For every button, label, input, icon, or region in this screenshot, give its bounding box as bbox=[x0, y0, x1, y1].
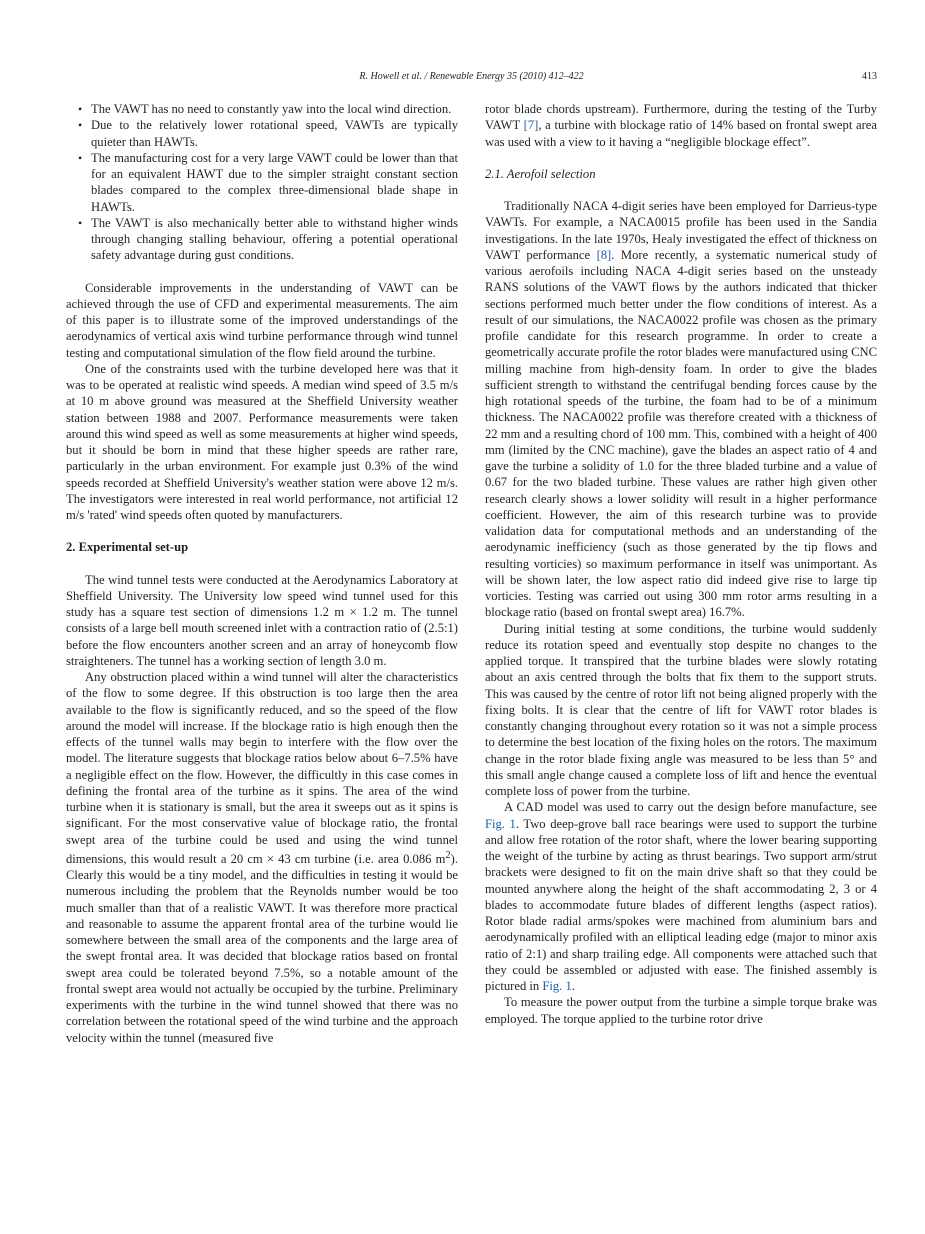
text-span: . bbox=[571, 979, 575, 993]
list-item-text: The VAWT has no need to constantly yaw into the local wind direction. bbox=[91, 102, 452, 116]
paragraph-continuation bbox=[485, 101, 877, 150]
list-item bbox=[66, 150, 458, 215]
list-item-text: The VAWT is also mechanically better able to withstand higher winds through changing stalling behaviour, offering a potential operational safety advantage during gust conditions. bbox=[91, 215, 458, 263]
right-column bbox=[485, 101, 877, 1027]
paragraph: Considerable improvements in the understanding of VAWT can be achieved through the use of CFD and experimental measurements. The aim of this paper is to illustrate some of the improved understandings of the aerodynamics of vertical axis wind turbine performance through wind tunnel testing and computational simulation of the flow field around the turbine. bbox=[66, 280, 458, 360]
text-span: Any obstruction placed within a wind tunnel will alter the characteristics of the flow to some degree. If this obstruction is too large then the area available to the flow is significantly reduced, and so the speed of the flow around the model will increase. If the blockage ratio is high enough then the effects of the tunnel walls may begin to interfere with the flow over the model. The literature suggests that blockage ratios below about 6–7.5% have a negligible effect on the flow. However, the difficultly in this case comes in defining the frontal area of the turbine as it spins. The area of the wind turbine when it is stationary is small, but the area it sweeps out as it spins is significant. For the most conservative value of blockage ratio, the frontal swept area of the turbine could be used and using the wind tunnel dimensions, this would result a 20 cm × 43 cm turbine (i.e. area 0.086 m bbox=[66, 670, 458, 866]
bullet-icon: • bbox=[78, 102, 83, 116]
paragraph: During initial testing at some conditions, the turbine would suddenly reduce its rotation speed and eventually stop despite no changes to the applied torque. It transpired that the turbine blades were slowly rotating about an axis centred through the bolts that fix them to the support struts. This was caused by the centre of rotor lift not being aligned properly with the fixing bolts. It is clear that the centre of lift for VAWT rotor blades is constantly changing throughout every rotation so it was not a simple process to determine the best location of the fixing holes on the rotors. The maximum change in the rotor blade fixing angle was measured to be less than 5° and this small angle change caused a complete loss of lift and hence the eventual complete loss of power from the turbine. bbox=[485, 621, 877, 798]
text-span: A CAD model was used to carry out the design before manufacture, see bbox=[504, 800, 877, 815]
paragraph: One of the constraints used with the turbine developed here was that it was to be operated at realistic wind speeds. A median wind speed of 3.5 m/s at 10 m above ground was measured at the Sheffield University weather station between 1988 and 2007. Performance measurements were taken around this wind speed as well as some measurements at higher wind speeds, but it should be born in mind that these higher speeds are rather rare, particularly in the urban environment. For example just 0.3% of the wind speeds recorded at Sheffield University's weather station were above 12 m/s. The investigators were interested in real world performance, not artificial 12 m/s 'rated' wind speeds often quoted by manufacturers. bbox=[66, 361, 458, 522]
running-head bbox=[66, 71, 877, 87]
citation: R. Howell et al. / Renewable Energy 35 (2010) 412–422 bbox=[359, 71, 584, 82]
page-number: 413 bbox=[862, 71, 877, 82]
reference-link[interactable]: [7] bbox=[523, 118, 539, 133]
advantages-list bbox=[66, 101, 458, 264]
text-span: , a turbine with blockage ratio of 14% based on frontal swept area was used with a view to it having a “negligible blockage effect”. bbox=[485, 118, 877, 149]
paragraph bbox=[485, 799, 877, 994]
paragraph bbox=[66, 669, 458, 1046]
bullet-icon: • bbox=[78, 150, 83, 165]
text-span: rotor blade chords upstream). Furthermore, during the testing of the Turby VAWT bbox=[485, 102, 877, 133]
bullet-icon: • bbox=[78, 118, 83, 133]
list-item bbox=[66, 215, 458, 264]
left-column bbox=[66, 101, 458, 1046]
bullet-icon: • bbox=[78, 215, 83, 230]
text-span: . More recently, a systematic numerical study of various aerofoils including NACA 4-digit series based on the unsteady RANS solutions of the VAWT flows by the authors indicated that thicker sections performed much better under the flow conditions of interest. As a result of our simulations, the NACA0022 profile was chosen as the primary profile candidate for this research programme. In order to create a geometrically accurate profile the rotor blades were manufactured using CNC milling machine from high-density foam. In order to give the blades sufficient strength to withstand the centrifugal bending forces cause by the high rotational speeds of the turbine, the foam had to be of a minimum thickness. The NACA0022 profile was therefore created with a thickness of 22 mm and a resulting chord of 100 mm. This, combined with a height of 400 mm (limited by the CNC machine), gave the blades an aspect ratio of 4 and gave the turbine a solidity of 1.0 for the three bladed turbine and a value of 0.67 for the two bladed turbine. These values are rather high given other research clearly shows a lower solidity will result in a higher performance coefficient. However, the aim of this research turbine was to provide validation data for computational methods and an understanding of the aerodynamic inefficiency (such as those generated by the tip flows and resulting vorticies) so maximum performance in itself was unimportant. As will be shown later, the low aspect ratio did indeed give rise to large tip vorticies. Testing was carried out using 300 mm rotor arms resulting in a blockage ratio (based on frontal swept area) 16.7%. bbox=[485, 247, 877, 620]
superscript: 2 bbox=[445, 849, 451, 861]
text-span: . Two deep-grove ball race bearings were used to support the turbine and allow free rotation of the rotor shaft, where the lower bearing supporting the weight of the turbine by acting as thrust bearings. Two support arm/strut brackets were designed to fit on the main drive shaft so that they could be mounted anywhere along the height of the shaft accommodating 2, 3 or 4 blades to accommodate future blades of different lengths (aspect ratios). Rotor blade radial arms/spokes were machined from aluminium bars and aerodynamically profiled with an elliptical leading edge (major to minor axis ratio of 2:1) and sharp trailing edge. All components were attached such that they could be assembled or adjusted with ease. The finished assembly is pictured in bbox=[485, 816, 877, 993]
list-item-text: The manufacturing cost for a very large VAWT could be lower than that for an equivalent HAWT due to the simpler straight constant section blades compared to the complex three-dimensional blade shape in HAWTs. bbox=[91, 150, 458, 214]
figure-link[interactable]: Fig. 1 bbox=[485, 816, 516, 831]
subsection-heading: 2.1. Aerofoil selection bbox=[485, 166, 596, 181]
figure-link[interactable]: Fig. 1 bbox=[542, 979, 572, 993]
list-item bbox=[66, 117, 458, 150]
reference-link[interactable]: [8] bbox=[596, 247, 612, 262]
list-item-text: Due to the relatively lower rotational speed, VAWTs are typically quieter than HAWTs. bbox=[91, 118, 458, 149]
paragraph bbox=[485, 198, 877, 621]
text-span: ). Clearly this would be a tiny model, and the difficulties in testing it would be numerous including the problem that the Reynolds number would be too much smaller than that of a realistic VAWT. It was therefore more practical and reasonable to assume the apparent frontal area of the turbine would lie somewhere between the small area of the components and the large area of the swept frontal area. It was decided that blockage ratios based on frontal swept area could be tolerated beyond 7.5%, so a notable amount of the frontal swept area would not actually be occupied by the turbine. Preliminary experiments with the turbine in the wind tunnel showed that there was no correlation between the rotational speed of the wind turbine and the approach velocity within the tunnel (measured five bbox=[66, 851, 458, 1045]
paragraph: The wind tunnel tests were conducted at the Aerodynamics Laboratory at Sheffield University. The University low speed wind tunnel used for this study has a square test section of dimensions 1.2 m × 1.2 m. The tunnel consists of a large bell mouth screened inlet with a contraction ratio of (2.5:1) before the flow encounters another screen and an array of honeycomb flow straighteners. The tunnel has a working section of length 3.0 m. bbox=[66, 572, 458, 668]
section-heading: 2. Experimental set-up bbox=[66, 540, 189, 555]
list-item bbox=[66, 101, 458, 117]
paragraph: To measure the power output from the turbine a simple torque brake was employed. The torque applied to the turbine rotor drive bbox=[485, 995, 877, 1026]
text-span: Traditionally NACA 4-digit series have been employed for Darrieus-type VAWTs. For example, a NACA0015 profile has been used in the Sandia investigations. In the late 1970s, Healy investigated the effect of thickness on VAWT performance bbox=[485, 199, 877, 262]
